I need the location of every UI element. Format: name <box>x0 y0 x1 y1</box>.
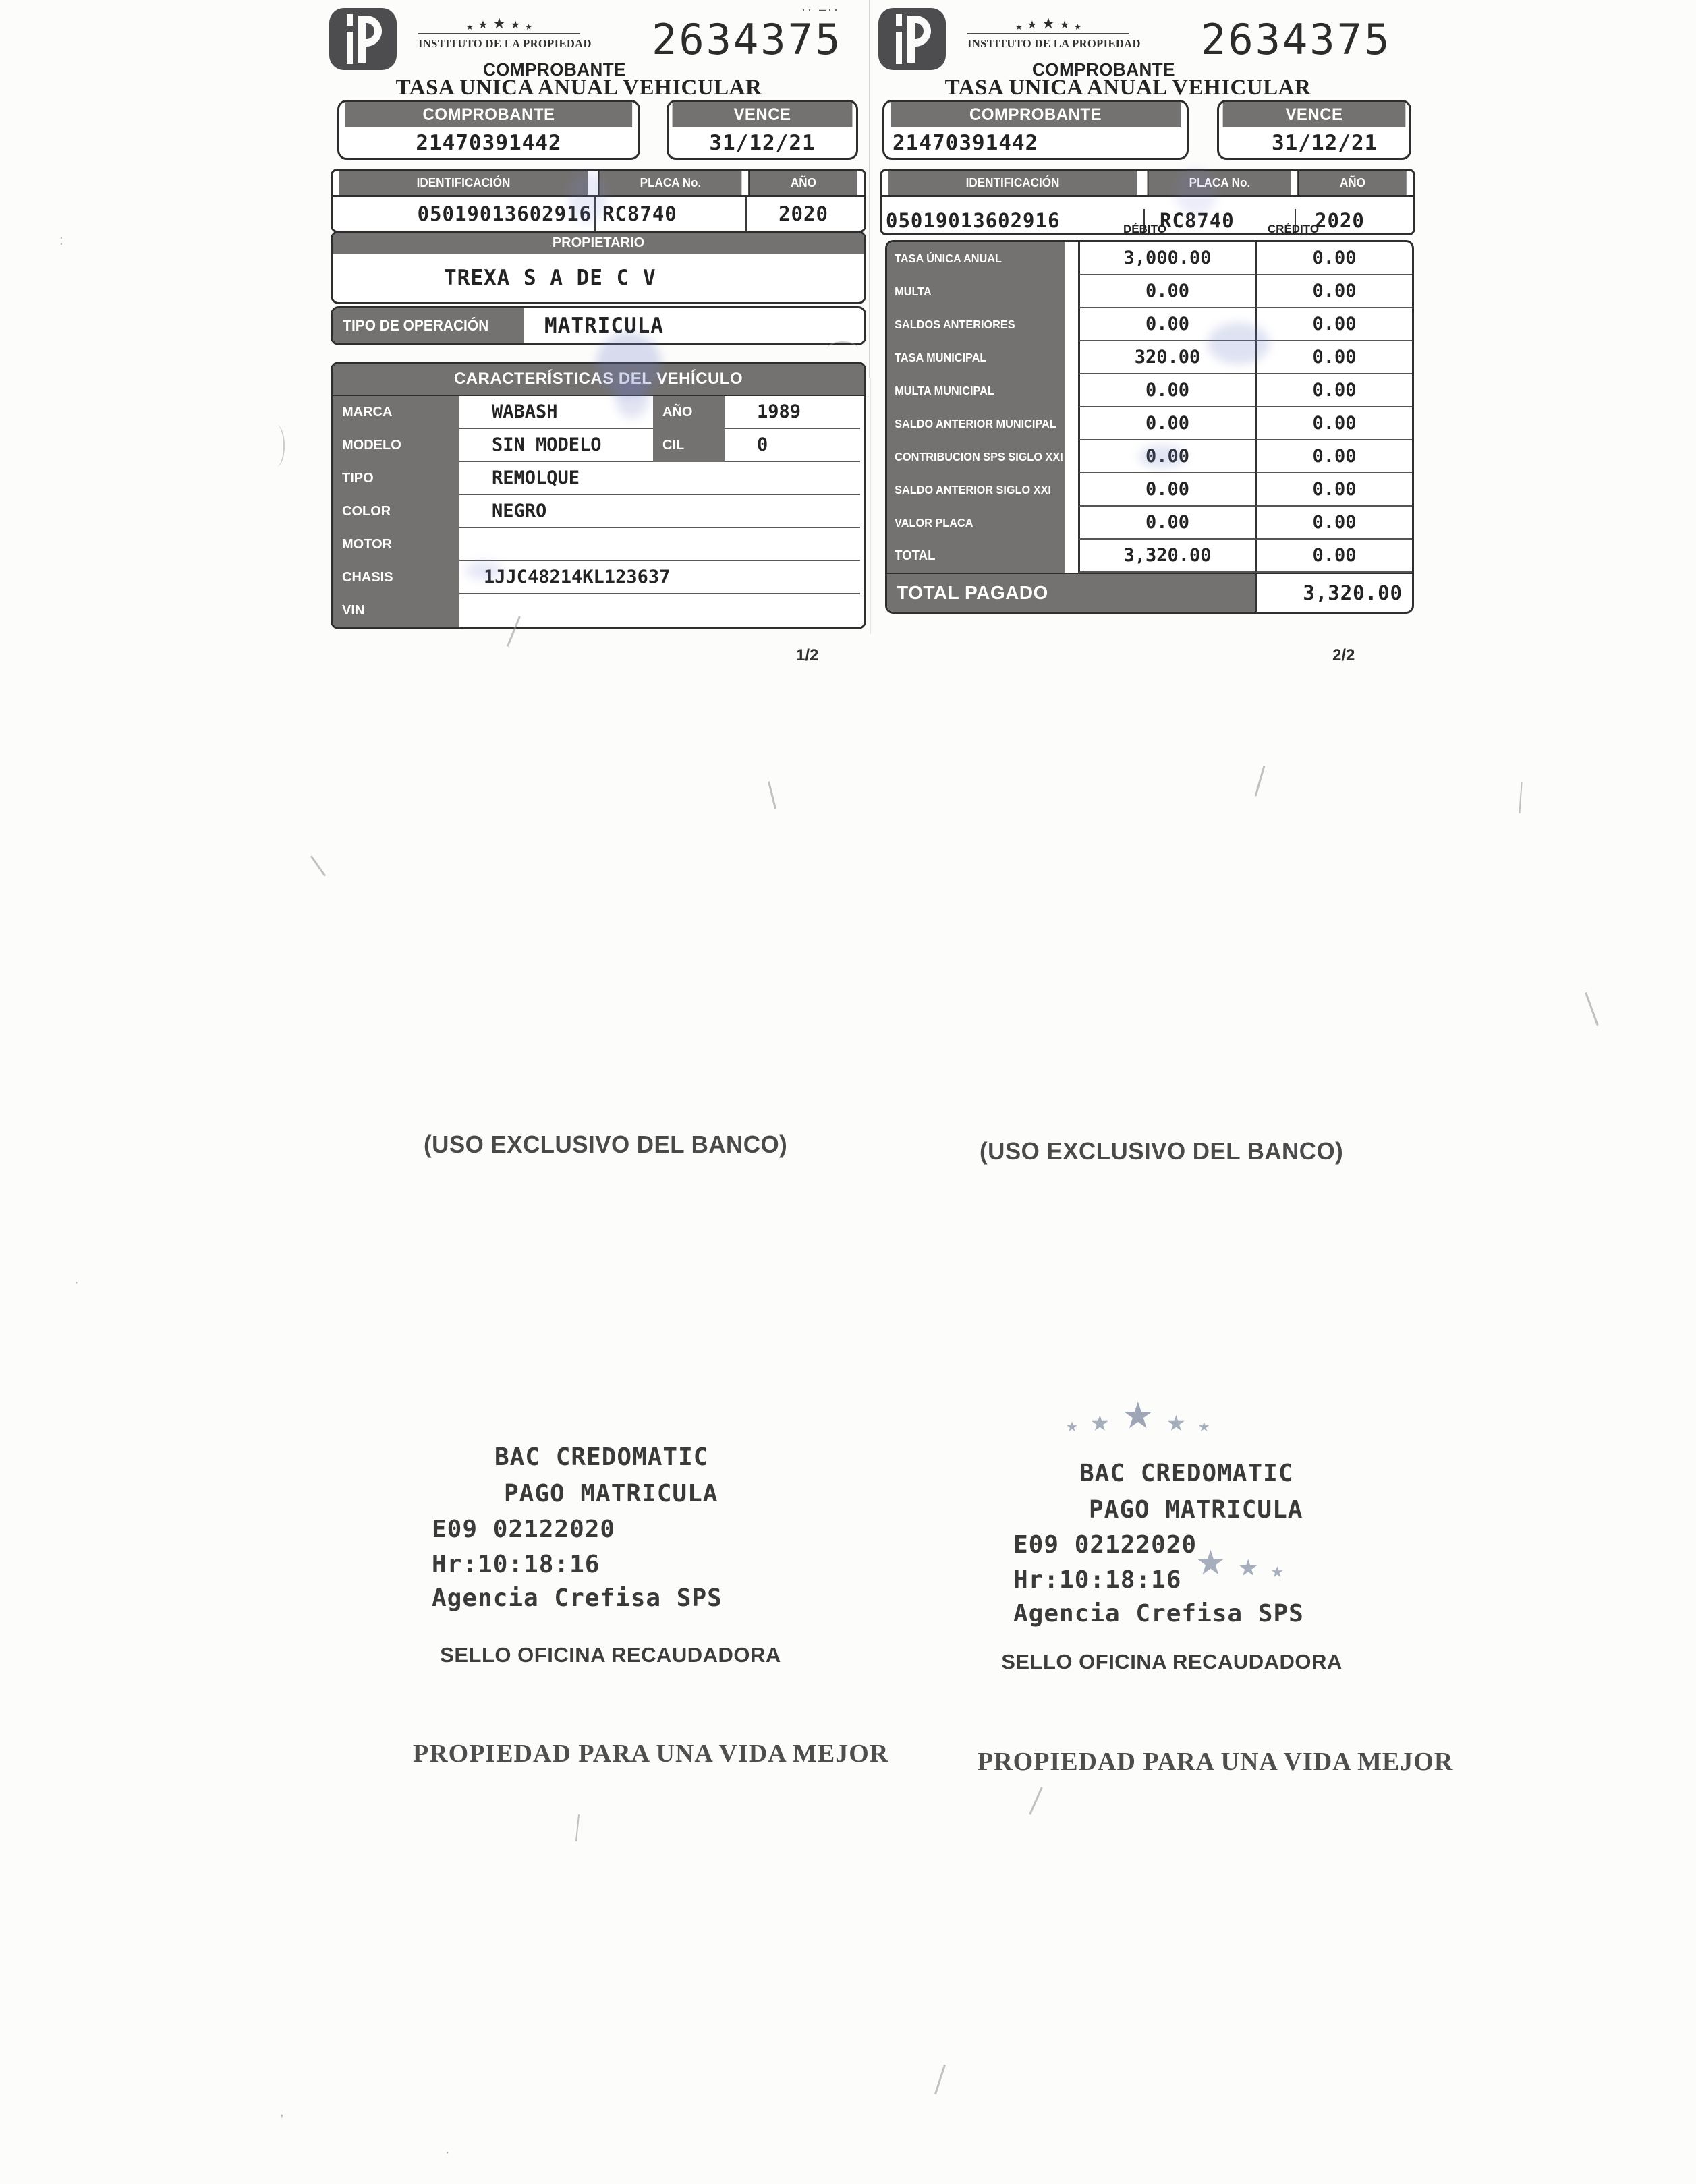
comprobante-box <box>337 100 640 160</box>
table-row: MULTA 0.00 0.00 <box>887 275 1412 308</box>
payments-table <box>885 240 1414 614</box>
page-indicator-2: 2/2 <box>1332 646 1355 664</box>
scan-artifact <box>768 781 776 809</box>
vence-label: VENCE <box>1223 102 1406 127</box>
table-row: TASA ÚNICA ANUAL 3,000.00 0.00 <box>887 242 1412 275</box>
comprobante-label: COMPROBANTE <box>345 102 632 127</box>
comprobante-value: 21470391442 <box>416 130 562 155</box>
scan-artifact <box>1029 1787 1043 1814</box>
ano-value: 2020 <box>745 197 860 231</box>
scan-artifact: ·· –·· <box>801 3 840 16</box>
slogan-text: PROPIEDAD PARA UNA VIDA MEJOR <box>978 1748 1454 1776</box>
tipo-operacion-row <box>331 306 866 345</box>
instituto-propiedad-logo-icon <box>878 8 946 70</box>
bank-stamp-line: PAGO MATRICULA <box>504 1480 718 1507</box>
propietario-box <box>331 231 866 304</box>
scan-artifact: · <box>445 2145 450 2160</box>
table-row: SALDOS ANTERIORES 0.00 0.00 <box>887 308 1412 341</box>
bank-stamp-line: BAC CREDOMATIC <box>494 1443 709 1471</box>
tipo-operacion-value: MATRICULA <box>544 314 664 338</box>
bank-stamp-line: E09 02122020 <box>432 1516 616 1543</box>
table-row: CHASIS 1JJC48214KL123637 <box>333 561 864 594</box>
scan-artifact <box>869 0 870 378</box>
table-row: CONTRIBUCION SPS SIGLO XXI 0.00 0.00 <box>887 440 1412 473</box>
placa-label: PLACA No. <box>1148 171 1291 195</box>
bank-use-caption: (USO EXCLUSIVO DEL BANCO) <box>424 1130 788 1158</box>
scan-artifact <box>827 341 858 356</box>
scan-artifact <box>1255 766 1266 796</box>
scan-artifact <box>575 1814 580 1841</box>
vence-value: 31/12/21 <box>1272 130 1378 155</box>
bank-stamp-line: Hr:10:18:16 <box>1013 1566 1182 1594</box>
ink-smudge <box>568 172 607 222</box>
scan-artifact <box>870 378 871 634</box>
total-pagado-value: 3,320.00 <box>1255 574 1412 612</box>
instituto-propiedad-logo-icon <box>329 8 397 70</box>
scan-artifact: : <box>59 233 63 248</box>
bank-stamp-line: Agencia Crefisa SPS <box>1013 1600 1304 1628</box>
table-row: TASA MUNICIPAL 320.00 0.00 <box>887 341 1412 374</box>
ano-label: AÑO <box>748 171 857 195</box>
scan-artifact: , <box>280 2104 284 2119</box>
vence-label: VENCE <box>673 102 853 127</box>
receipt-copy-1 <box>329 5 864 639</box>
doc-subtitle: COMPROBANTE <box>1031 59 1176 80</box>
stamp-stars-icon: ★ ★ ★ <box>1195 1544 1284 1582</box>
table-row: MARCA WABASH AÑO 1989 <box>333 396 864 429</box>
table-row: TOTAL 3,320.00 0.00 <box>887 540 1412 573</box>
table-row: MULTA MUNICIPAL 0.00 0.00 <box>887 374 1412 407</box>
identificacion-value: 05019013602916 <box>886 209 1061 232</box>
ano-value: 2020 <box>1295 209 1409 233</box>
total-pagado-row <box>887 573 1412 612</box>
slogan-text: PROPIEDAD PARA UNA VIDA MEJOR <box>413 1740 889 1768</box>
tipo-operacion-label: TIPO DE OPERACIÓN <box>333 308 524 343</box>
identificacion-label: IDENTIFICACIÓN <box>339 171 588 195</box>
five-stars-icon: ★ ★ ★ ★ ★ <box>1015 15 1081 32</box>
bank-stamp-line: BAC CREDOMATIC <box>1079 1460 1294 1487</box>
table-row: COLOR NEGRO <box>333 495 864 528</box>
institution-brand <box>418 15 592 51</box>
scan-artifact <box>1519 782 1522 813</box>
table-row: MOTOR <box>333 528 864 561</box>
placa-label: PLACA No. <box>598 171 742 195</box>
vence-value: 31/12/21 <box>709 130 816 155</box>
sello-caption: SELLO OFICINA RECAUDADORA <box>440 1643 781 1667</box>
placa-value: RC8740 <box>594 197 745 231</box>
institution-brand <box>967 15 1141 51</box>
total-pagado-label: TOTAL PAGADO <box>887 574 1255 612</box>
doc-title: TASA UNICA ANUAL VEHICULAR <box>944 76 1311 100</box>
ink-smudge <box>465 561 502 580</box>
vence-box <box>1217 100 1411 160</box>
propietario-label: PROPIETARIO <box>333 233 864 254</box>
comprobante-box <box>882 100 1189 160</box>
credito-column-label: CRÉDITO <box>1267 223 1320 235</box>
ink-smudge <box>1139 445 1186 468</box>
scan-artifact <box>1585 992 1599 1026</box>
vehicle-table-title: CARACTERÍSTICAS DEL VEHÍCULO <box>333 364 864 396</box>
identificacion-label: IDENTIFICACIÓN <box>888 171 1137 195</box>
page-indicator-1: 1/2 <box>796 646 819 664</box>
table-row: SALDO ANTERIOR SIGLO XXI 0.00 0.00 <box>887 473 1412 507</box>
doc-title: TASA UNICA ANUAL VEHICULAR <box>395 76 762 100</box>
bank-stamp-line: Agencia Crefisa SPS <box>432 1584 723 1612</box>
scan-artifact <box>934 2065 946 2095</box>
stamp-stars-icon: ★ ★ ★ ★ ★ <box>1066 1396 1210 1436</box>
bank-use-caption: (USO EXCLUSIVO DEL BANCO) <box>980 1137 1344 1165</box>
five-stars-icon: ★ ★ ★ ★ ★ <box>466 15 532 32</box>
vence-box <box>667 100 858 160</box>
doc-subtitle: COMPROBANTE <box>482 59 627 80</box>
receipt-serial-number: 2634375 <box>652 15 843 64</box>
ink-smudge <box>615 378 649 418</box>
bank-stamp-line: PAGO MATRICULA <box>1089 1496 1303 1524</box>
bank-stamp-line: E09 02122020 <box>1013 1531 1197 1559</box>
identification-header-row <box>882 171 1413 197</box>
table-row: VIN <box>333 594 864 627</box>
table-row: SALDO ANTERIOR MUNICIPAL 0.00 0.00 <box>887 407 1412 440</box>
placa-value: RC8740 <box>1143 209 1295 233</box>
table-row: MODELO SIN MODELO CIL 0 <box>333 429 864 462</box>
receipt-copy-2 <box>878 5 1413 639</box>
institution-name: INSTITUTO DE LA PROPIEDAD <box>418 37 592 50</box>
scan-artifact <box>310 855 326 876</box>
identificacion-value: 05019013602916 <box>417 202 592 225</box>
institution-name: INSTITUTO DE LA PROPIEDAD <box>967 37 1141 50</box>
comprobante-value: 21470391442 <box>893 130 1039 155</box>
bank-stamp-line: Hr:10:18:16 <box>432 1551 600 1578</box>
comprobante-label: COMPROBANTE <box>891 102 1181 127</box>
table-row: TIPO REMOLQUE <box>333 462 864 495</box>
scan-artifact <box>268 425 285 467</box>
ink-smudge <box>1175 169 1217 216</box>
propietario-value: TREXA S A DE C V <box>444 266 656 290</box>
ink-smudge <box>1208 322 1270 364</box>
vehicle-characteristics-table <box>331 362 866 629</box>
table-row: VALOR PLACA 0.00 0.00 <box>887 507 1412 540</box>
ano-label: AÑO <box>1297 171 1407 195</box>
scan-artifact: · <box>74 1275 79 1290</box>
sello-caption: SELLO OFICINA RECAUDADORA <box>1001 1650 1342 1673</box>
debito-column-label: DÉBITO <box>1123 223 1166 235</box>
receipt-serial-number: 2634375 <box>1201 15 1392 64</box>
